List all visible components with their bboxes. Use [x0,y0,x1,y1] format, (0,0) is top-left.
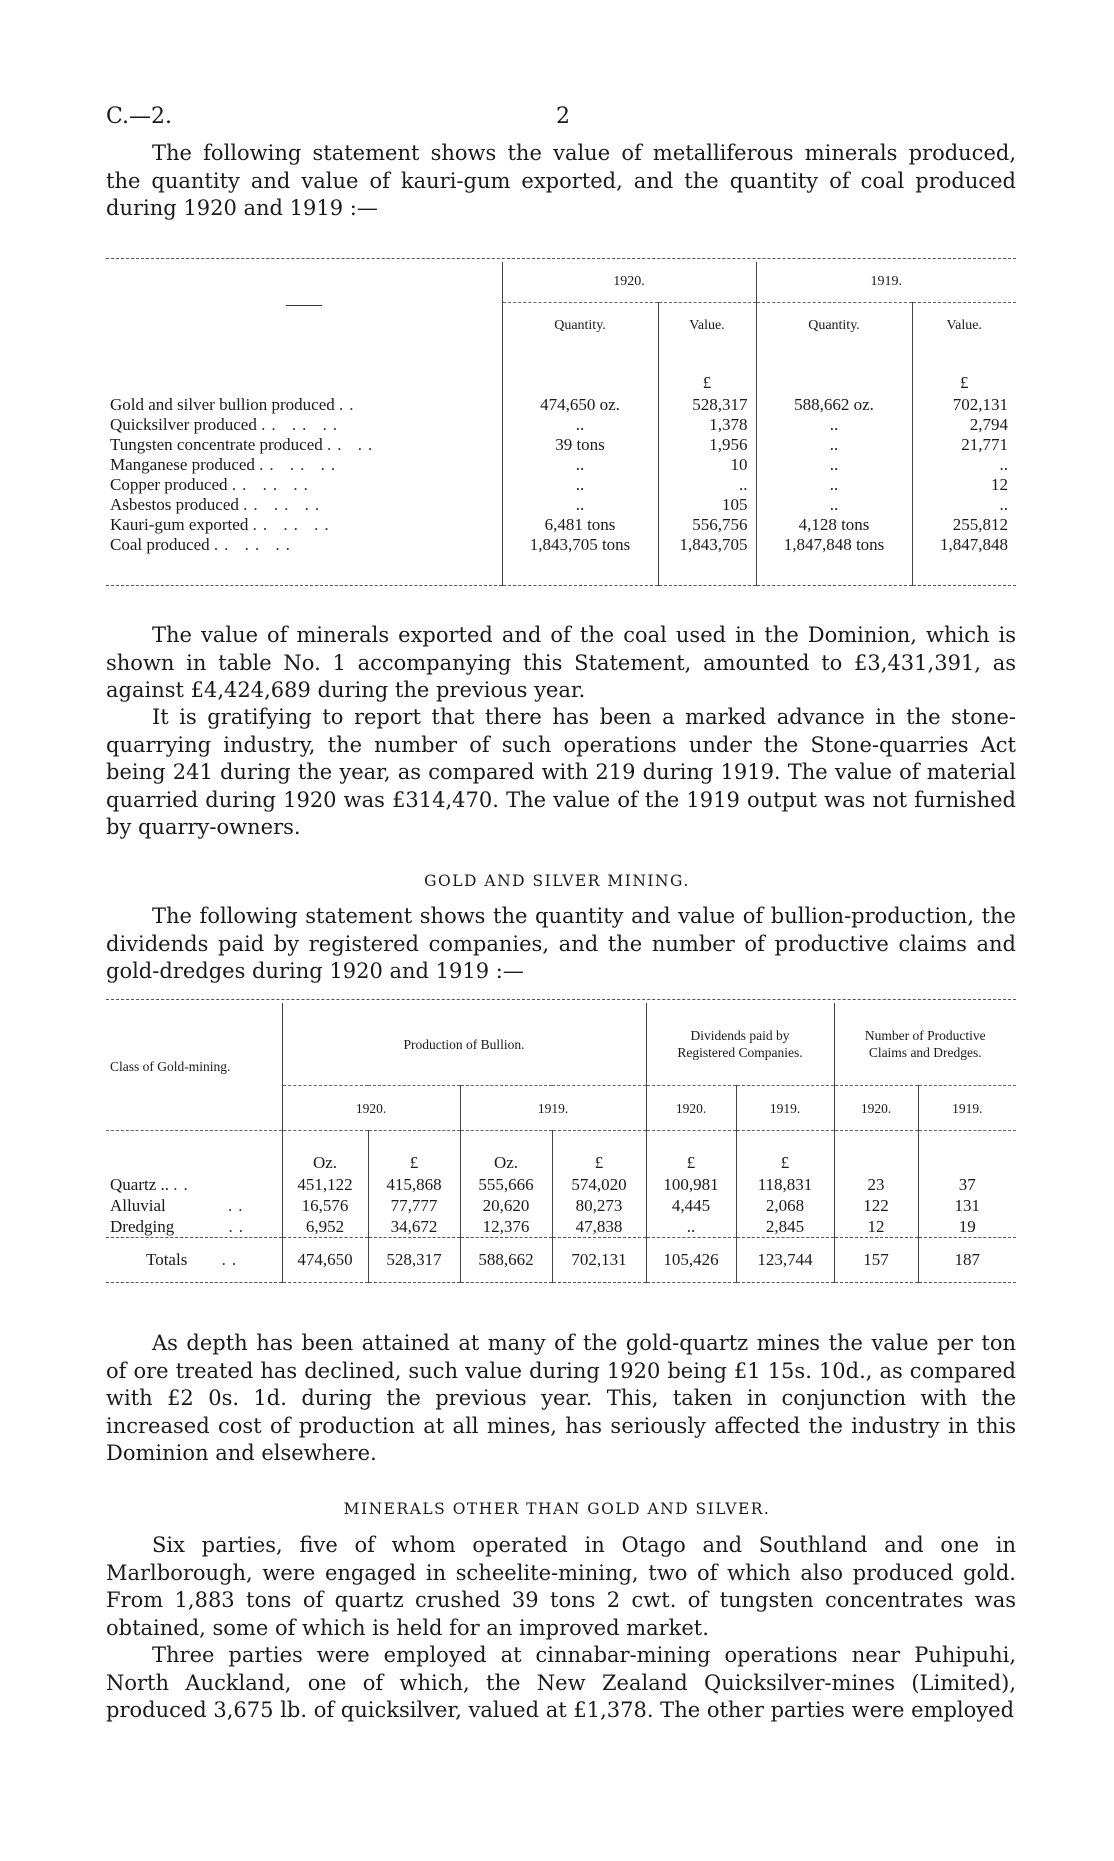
page-reference: C.—2. [106,104,173,129]
quantity-1920: 6,481 tons [502,515,658,535]
leader-dots: .. .. .. [243,495,326,514]
table-row [106,455,1016,475]
value-1919: 1,847,848 [912,535,1016,586]
leader-dots: .. .. [327,435,379,454]
quantity-1920: .. [502,415,658,435]
row-label: Copper produced [110,475,228,494]
value-1919: .. [912,455,1016,475]
row-label: Kauri-gum exported [110,515,249,534]
production-1920-heading: 1920. [282,1086,460,1131]
ounces-unit: Oz. [282,1131,368,1175]
quantity-1919: .. [756,495,912,515]
value-1919: .. [912,495,1016,515]
total-oz-1920: 474,650 [282,1238,368,1283]
other-minerals-heading: MINERALS OTHER THAN GOLD AND SILVER. [343,1500,771,1518]
oz-1920: 6,952 [282,1216,368,1238]
claims-1919: 37 [918,1174,1016,1195]
row-label: Dredging [110,1217,175,1236]
dividends-1919: 118,831 [736,1174,834,1195]
pound-unit: £ [658,349,756,395]
leader-dots: .. .. .. [261,415,344,434]
dividends-1919-heading: 1919. [736,1086,834,1131]
value-1920: 415,868 [368,1174,460,1195]
row-label: Coal produced [110,535,210,554]
value-1920: 528,317 [658,395,756,415]
table-row [106,395,1016,415]
claims-1919: 19 [918,1216,1016,1238]
value-1919: 702,131 [912,395,1016,415]
total-oz-1919: 588,662 [460,1238,552,1283]
gold-silver-heading: GOLD AND SILVER MINING. [424,872,690,890]
class-heading: Class of Gold-mining. [110,1059,231,1074]
value-1920: .. [658,475,756,495]
quarrying-paragraph: It is gratifying to report that there has been a marked advance in the stone-quarrying industry, the number of such operations under the Stone-quarries Act being 241 during the year, as compared with 219 during 1919. The value of material quarried during 1920 was £314,470. The value of the 1919 output was not furnished by quarry-owners. [106,705,1016,839]
quantity-1920: .. [502,455,658,475]
row-label: Manganese produced [110,455,255,474]
value-1919: 47,838 [552,1216,646,1238]
claims-1919: 131 [918,1195,1016,1216]
table-row [106,1195,1016,1216]
total-value-1919: 702,131 [552,1238,646,1283]
claims-1920: 12 [834,1216,918,1238]
pound-unit: £ [736,1131,834,1175]
claims-1919-heading: 1919. [918,1086,1016,1131]
quantity-1920: 1,843,705 tons [502,535,658,586]
row-label: Quicksilver produced [110,415,257,434]
leader-dots: .. [228,1217,249,1236]
production-1919-heading: 1919. [460,1086,646,1131]
row-label: Asbestos produced [110,495,239,514]
oz-1919: 555,666 [460,1174,552,1195]
leader-dots: .. .. .. [252,515,335,534]
table-row [106,515,1016,535]
row-label: Quartz .. [110,1175,170,1194]
row-label: Gold and silver bullion produced [110,395,335,414]
blank-heading [106,262,502,349]
leader-dots: .. [339,395,360,414]
quantity-1919: 1,847,848 tons [756,535,912,586]
quantity-1919: .. [756,415,912,435]
table-row [106,435,1016,455]
quantity-1920: .. [502,475,658,495]
pound-unit: £ [552,1131,646,1175]
production-heading: Production of Bullion. [282,1003,646,1086]
total-dividends-1920: 105,426 [646,1238,736,1283]
quantity-1920: 474,650 oz. [502,395,658,415]
leader-dots: .. [173,1175,194,1194]
quantity-1920: .. [502,495,658,515]
value-1920: 1,956 [658,435,756,455]
dividends-1920: 4,445 [646,1195,736,1216]
oz-1919: 20,620 [460,1195,552,1216]
value-heading: Value. [658,303,756,350]
leader-dots: .. .. .. [231,475,314,494]
ounces-unit: Oz. [460,1131,552,1175]
dividends-1920: 100,981 [646,1174,736,1195]
value-1920: 77,777 [368,1195,460,1216]
quantity-1919: 588,662 oz. [756,395,912,415]
pound-unit: £ [646,1131,736,1175]
claims-1920-heading: 1920. [834,1086,918,1131]
value-1920: 10 [658,455,756,475]
pound-unit: £ [912,349,1016,395]
gold-mining-table [106,1003,1016,1283]
quantity-1919: .. [756,455,912,475]
table-row [106,495,1016,515]
leader-dots: .. .. .. [213,535,296,554]
quantity-1920: 39 tons [502,435,658,455]
total-dividends-1919: 123,744 [736,1238,834,1283]
value-heading: Value. [912,303,1016,350]
pound-unit: £ [368,1131,460,1175]
table-row [106,475,1016,495]
row-label: Tungsten concentrate produced [110,435,323,454]
value-1920: 556,756 [658,515,756,535]
quartz-value-paragraph: As depth has been attained at many of the gold-quartz mines the value per ton of ore treated has declined, such value during 1920 being £1 15s. 10d., as compared with £2 0s. 1d. during the previous year. This, taken in conjunction with the increased cost of production at all mines, has seriously affected the industry in this Dominion and elsewhere. [106,1331,1016,1465]
minerals-table [106,262,1016,586]
intro-paragraph: The following statement shows the value of metalliferous minerals produced, the quantity and value of kauri-gum exported, and the quantity of coal produced during 1920 and 1919 :— [106,141,1016,220]
value-1919: 574,020 [552,1174,646,1195]
quantity-heading: Quantity. [756,303,912,350]
table-row [106,535,1016,586]
table1-top-rule [106,258,1016,259]
bullion-intro-paragraph: The following statement shows the quantity and value of bullion-production, the dividends paid by registered companies, and the number of productive claims and gold-dredges during 1920 and 1919 :— [106,904,1016,983]
value-1919: 21,771 [912,435,1016,455]
dividends-1920: .. [646,1216,736,1238]
table-row [106,415,1016,435]
claims-heading: Number of Productive Claims and Dredges. [834,1003,1016,1086]
totals-row [106,1238,1016,1283]
table-row [106,1174,1016,1195]
value-1920: 34,672 [368,1216,460,1238]
table2-top-rule [106,999,1016,1000]
dividends-1920-heading: 1920. [646,1086,736,1131]
scheelite-paragraph: Six parties, five of whom operated in Otago and Southland and one in Marlborough, were engaged in scheelite-mining, two of which also produced gold. From 1,883 tons of quartz crushed 39 tons 2 cwt. of tungsten concentrates was obtained, some of which is held for an improved market. [106,1533,1016,1640]
total-value-1920: 528,317 [368,1238,460,1283]
dividends-1919: 2,068 [736,1195,834,1216]
claims-1920: 122 [834,1195,918,1216]
row-label: Alluvial [110,1196,166,1215]
page-number: 2 [556,104,570,129]
leader-dots: .. .. .. [259,455,342,474]
oz-1919: 12,376 [460,1216,552,1238]
claims-1920: 23 [834,1174,918,1195]
total-claims-1920: 157 [834,1238,918,1283]
value-1919: 255,812 [912,515,1016,535]
exports-paragraph: The value of minerals exported and of the coal used in the Dominion, which is shown in table No. 1 accompanying this Statement, amounted to £3,431,391, as against £4,424,689 during the previous year. [106,623,1016,702]
year-1920-heading: 1920. [502,262,756,303]
dividends-1919: 2,845 [736,1216,834,1238]
value-1919: 80,273 [552,1195,646,1216]
leader-dots: .. [221,1250,243,1269]
quantity-1919: 4,128 tons [756,515,912,535]
dividends-heading: Dividends paid by Registered Companies. [646,1003,834,1086]
total-claims-1919: 187 [918,1238,1016,1283]
totals-label: Totals [146,1250,188,1269]
quantity-1919: .. [756,435,912,455]
value-1920: 1,378 [658,415,756,435]
value-1920: 1,843,705 [658,535,756,586]
oz-1920: 16,576 [282,1195,368,1216]
value-1920: 105 [658,495,756,515]
leader-dots: .. [227,1196,249,1215]
dash-mark [286,305,322,306]
oz-1920: 451,122 [282,1174,368,1195]
table-row [106,1216,1016,1238]
cinnabar-paragraph: Three parties were employed at cinnabar-mining operations near Puhipuhi, North Auckland, one of which, the New Zealand Quicksilver-mines (Limited), produced 3,675 lb. of quicksilver, valued at £1,378. The other parties were employed [106,1643,1016,1722]
value-1919: 12 [912,475,1016,495]
quantity-heading: Quantity. [502,303,658,350]
value-1919: 2,794 [912,415,1016,435]
year-1919-heading: 1919. [756,262,1016,303]
quantity-1919: .. [756,475,912,495]
